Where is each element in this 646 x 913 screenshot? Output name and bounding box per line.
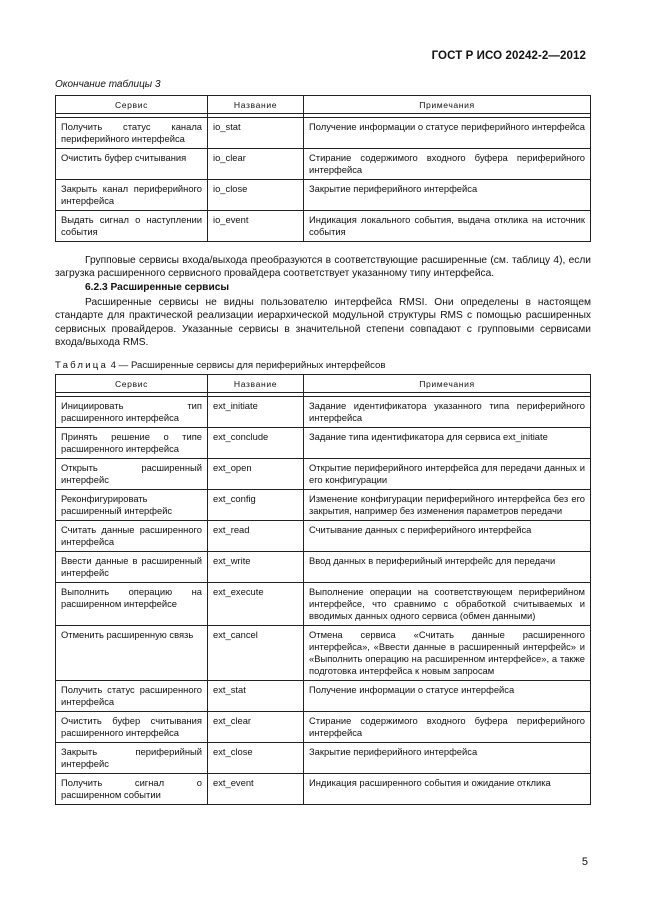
notes-cell: Ввод данных в периферийный интерфейс для передачи bbox=[304, 552, 591, 583]
name-cell: ext_event bbox=[208, 774, 304, 805]
notes-cell: Индикация расширенного события и ожидание отклика bbox=[304, 774, 591, 805]
service-cell: Очистить буфер считывания расширенного интерфейса bbox=[56, 712, 208, 743]
table4-caption-label: Таблица bbox=[55, 360, 109, 371]
table-row bbox=[56, 180, 591, 211]
notes-cell: Закрытие периферийного интерфейса bbox=[304, 180, 591, 211]
column-header-service: Сервис bbox=[56, 375, 208, 393]
notes-cell: Получение информации о статусе периферийного интерфейса bbox=[304, 118, 591, 149]
service-cell: Получить сигнал о расширенном событии bbox=[56, 774, 208, 805]
table-row bbox=[56, 712, 591, 743]
notes-cell: Отмена сервиса «Считать данные расширенного интерфейса», «Ввести данные в расширенный интерфейс» и «Выполнить операцию на расширенном интерфейсе», а также подготовка интерфейса к новым запросам bbox=[304, 626, 591, 681]
notes-cell: Открытие периферийного интерфейса для передачи данных и его конфигурации bbox=[304, 459, 591, 490]
service-cell: Инициировать тип расширенного интерфейса bbox=[56, 397, 208, 428]
table3-caption: Окончание таблицы 3 bbox=[55, 79, 161, 90]
notes-cell: Стирание содержимого входного буфера периферийного интерфейса bbox=[304, 712, 591, 743]
paragraph-extended-services bbox=[55, 296, 591, 350]
column-header-notes: Примечания bbox=[304, 96, 591, 114]
document-id-header: ГОСТ Р ИСО 20242-2—2012 bbox=[431, 50, 586, 62]
table-header-row bbox=[56, 96, 591, 114]
table-row bbox=[56, 211, 591, 242]
name-cell: ext_conclude bbox=[208, 428, 304, 459]
table4-body bbox=[56, 393, 591, 805]
table-row bbox=[56, 397, 591, 428]
table3-body bbox=[56, 114, 591, 242]
name-cell: ext_initiate bbox=[208, 397, 304, 428]
paragraph-group-services bbox=[55, 254, 591, 281]
name-cell: io_close bbox=[208, 180, 304, 211]
name-cell: ext_execute bbox=[208, 583, 304, 626]
table-4 bbox=[55, 374, 591, 805]
name-cell: io_clear bbox=[208, 149, 304, 180]
notes-cell: Задание идентификатора указанного типа периферийного интерфейса bbox=[304, 397, 591, 428]
service-cell: Закрыть канал периферийного интерфейса bbox=[56, 180, 208, 211]
table-row bbox=[56, 552, 591, 583]
table-row bbox=[56, 490, 591, 521]
column-header-name: Название bbox=[208, 375, 304, 393]
service-cell: Выдать сигнал о наступлении события bbox=[56, 211, 208, 242]
notes-cell: Закрытие периферийного интерфейса bbox=[304, 743, 591, 774]
service-cell: Считать данные расширенного интерфейса bbox=[56, 521, 208, 552]
name-cell: ext_open bbox=[208, 459, 304, 490]
table-row bbox=[56, 681, 591, 712]
table-row bbox=[56, 521, 591, 552]
page-number: 5 bbox=[581, 856, 588, 868]
table-header-row bbox=[56, 375, 591, 393]
name-cell: ext_close bbox=[208, 743, 304, 774]
notes-cell: Выполнение операции на соответствующем периферийном интерфейсе, что сравнимо с обработкой считываемых и вводимых данных одного сервиса (обмен данными) bbox=[304, 583, 591, 626]
table-row bbox=[56, 428, 591, 459]
table-3 bbox=[55, 95, 591, 242]
table-row bbox=[56, 149, 591, 180]
service-cell: Очистить буфер считывания bbox=[56, 149, 208, 180]
column-header-notes: Примечания bbox=[304, 375, 591, 393]
service-cell: Получить статус расширенного интерфейса bbox=[56, 681, 208, 712]
name-cell: ext_read bbox=[208, 521, 304, 552]
notes-cell: Индикация локального события, выдача отклика на источник события bbox=[304, 211, 591, 242]
name-cell: io_stat bbox=[208, 118, 304, 149]
paragraph-text: Расширенные сервисы не видны пользователю интерфейса RMSI. Они определены в настоящем стандарте для практической реализации иерархической модульной структуры RMS с помощью расширенных сервисных провайдеров. Указанные сервисы в значительной степени совпадают с групповыми сервисами входа/выхода RMS. bbox=[55, 297, 591, 349]
name-cell: io_event bbox=[208, 211, 304, 242]
section-heading-6-2-3: 6.2.3 Расширенные сервисы bbox=[85, 282, 230, 293]
paragraph-text: Групповые сервисы входа/выхода преобразуются в соответствующие расширенные (см. таблицу 4), если загрузка расширенного сервисного провайдера соответствует указанному типу интерфейса. bbox=[55, 255, 591, 280]
name-cell: ext_clear bbox=[208, 712, 304, 743]
column-header-service: Сервис bbox=[56, 96, 208, 114]
service-cell: Открыть расширенный интерфейс bbox=[56, 459, 208, 490]
service-cell: Принять решение о типе расширенного интерфейса bbox=[56, 428, 208, 459]
name-cell: ext_stat bbox=[208, 681, 304, 712]
notes-cell: Стирание содержимого входного буфера периферийного интерфейса bbox=[304, 149, 591, 180]
notes-cell: Задание типа идентификатора для сервиса ext_initiate bbox=[304, 428, 591, 459]
table-row bbox=[56, 459, 591, 490]
name-cell: ext_config bbox=[208, 490, 304, 521]
service-cell: Выполнить операцию на расширенном интерфейсе bbox=[56, 583, 208, 626]
service-cell: Реконфигурировать расширенный интерфейс bbox=[56, 490, 208, 521]
table4-caption bbox=[55, 360, 385, 371]
name-cell: ext_cancel bbox=[208, 626, 304, 681]
service-cell: Закрыть периферийный интерфейс bbox=[56, 743, 208, 774]
notes-cell: Считывание данных с периферийного интерфейса bbox=[304, 521, 591, 552]
table-row bbox=[56, 743, 591, 774]
notes-cell: Получение информации о статусе интерфейса bbox=[304, 681, 591, 712]
service-cell: Получить статус канала периферийного интерфейса bbox=[56, 118, 208, 149]
table-row bbox=[56, 583, 591, 626]
service-cell: Ввести данные в расширенный интерфейс bbox=[56, 552, 208, 583]
table4-caption-title: 4 — Расширенные сервисы для периферийных интерфейсов bbox=[108, 360, 386, 371]
service-cell: Отменить расширенную связь bbox=[56, 626, 208, 681]
table-row bbox=[56, 626, 591, 681]
name-cell: ext_write bbox=[208, 552, 304, 583]
table-row bbox=[56, 774, 591, 805]
notes-cell: Изменение конфигурации периферийного интерфейса без его закрытия, например без изменения параметров передачи bbox=[304, 490, 591, 521]
column-header-name: Название bbox=[208, 96, 304, 114]
table-row bbox=[56, 118, 591, 149]
